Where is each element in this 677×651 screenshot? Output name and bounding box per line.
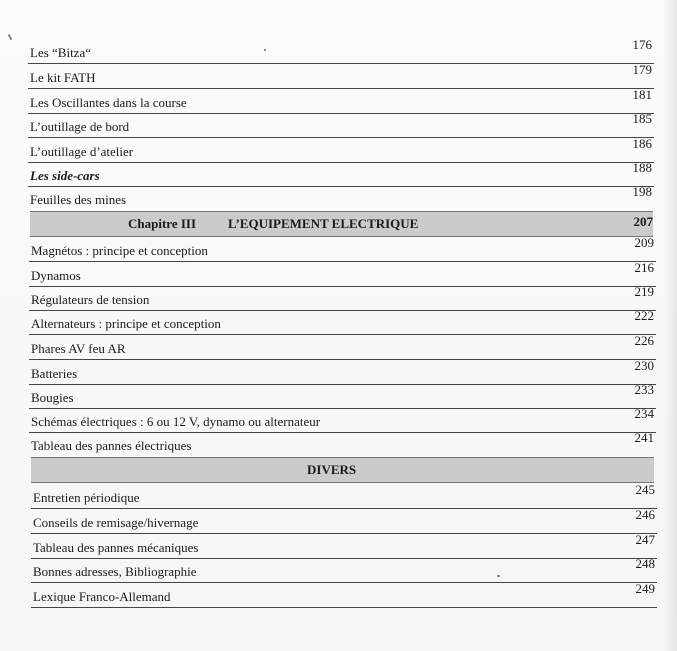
chapter-title: L’EQUIPEMENT ELECTRIQUE xyxy=(228,216,419,231)
toc-entry xyxy=(31,260,654,287)
rule-line xyxy=(31,582,657,583)
rule-line xyxy=(31,533,657,534)
toc-entry xyxy=(30,136,652,163)
toc-entry-page: 234 xyxy=(634,406,654,421)
toc-entry-title: Lexique Franco-Allemand xyxy=(33,589,171,604)
toc-entry-page: 222 xyxy=(634,308,654,323)
toc-entry-title: Les Oscillantes dans la course xyxy=(30,95,187,110)
chapter-header xyxy=(30,211,653,237)
page-edge-shadow xyxy=(663,0,677,651)
toc-entry xyxy=(31,382,654,409)
toc-entry xyxy=(31,333,654,360)
toc-entry-title: Tableau des pannes électriques xyxy=(31,438,192,453)
rule-line xyxy=(29,334,656,335)
toc-entry-title: Magnétos : principe et conception xyxy=(31,243,208,258)
toc-entry xyxy=(30,111,652,138)
toc-entry xyxy=(33,507,655,534)
toc-entry xyxy=(31,235,654,262)
rule-line xyxy=(29,261,656,262)
toc-entry xyxy=(30,62,652,89)
toc-entry xyxy=(30,160,652,187)
scan-speck xyxy=(8,34,13,40)
toc-entry-title: Dynamos xyxy=(31,268,81,283)
toc-entry-page: 185 xyxy=(632,111,652,126)
toc-entry xyxy=(33,532,655,559)
rule-line xyxy=(31,508,657,509)
toc-entry xyxy=(30,87,652,114)
toc-entry-title: Batteries xyxy=(31,366,78,381)
toc-entry-page: 219 xyxy=(634,284,654,299)
toc-entry-page: 198 xyxy=(632,184,652,199)
toc-entry-page: 248 xyxy=(635,556,655,571)
toc-entry-page: 245 xyxy=(635,482,655,497)
toc-entry xyxy=(31,430,654,457)
toc-entry-page: 188 xyxy=(632,160,652,175)
toc-entry-title: L’outillage de bord xyxy=(30,119,130,134)
toc-entry-title: Les side-cars xyxy=(30,168,100,183)
toc-entry-title: Les “Bitza“ xyxy=(30,45,91,60)
rule-line xyxy=(28,63,654,64)
toc-entry-title: Alternateurs : principe et conception xyxy=(31,316,221,331)
toc-entry xyxy=(33,482,655,509)
toc-entry-page: 233 xyxy=(634,382,654,397)
section-title: DIVERS xyxy=(307,462,357,477)
section-header xyxy=(31,457,654,483)
toc-entry-title: Schémas électriques : 6 ou 12 V, dynamo ou alternateur xyxy=(31,414,321,429)
toc-entry xyxy=(31,358,654,385)
rule-line xyxy=(29,359,656,360)
toc-entry-title: Entretien périodique xyxy=(33,490,140,505)
toc-entry xyxy=(30,37,652,64)
chapter-page: 207 xyxy=(633,214,653,229)
toc-entry-page: 246 xyxy=(635,507,655,522)
toc-entry xyxy=(31,284,654,311)
toc-entry-page: 179 xyxy=(632,62,652,77)
toc-entry-title: Feuilles des mines xyxy=(30,192,127,207)
toc-entry-title: Bougies xyxy=(31,390,74,405)
toc-entry-title: L’outillage d’atelier xyxy=(30,144,134,159)
toc-entry-page: 241 xyxy=(634,430,654,445)
rule-line xyxy=(31,607,657,608)
toc-entry-title: Régulateurs de tension xyxy=(31,292,150,307)
toc-entry-title: Conseils de remisage/hivernage xyxy=(33,515,199,530)
toc-entry-title: Phares AV feu AR xyxy=(31,341,126,356)
toc-entry-page: 216 xyxy=(634,260,654,275)
toc-entry xyxy=(31,406,654,433)
toc-entry-page: 247 xyxy=(635,532,655,547)
rule-line xyxy=(28,137,654,138)
toc-entry-page: 226 xyxy=(634,333,654,348)
toc-entry xyxy=(31,308,654,335)
scan-speck xyxy=(497,575,500,577)
chapter-number: Chapitre III xyxy=(128,216,197,231)
toc-entry-page: 230 xyxy=(634,358,654,373)
toc-entry-page: 186 xyxy=(632,136,652,151)
toc-entry xyxy=(33,581,655,608)
toc-entry-page: 209 xyxy=(634,235,654,250)
toc-entry-page: 176 xyxy=(632,37,652,52)
toc-entry-title: Bonnes adresses, Bibliographie xyxy=(33,564,197,579)
toc-entry xyxy=(30,184,652,211)
toc-entry-page: 249 xyxy=(635,581,655,596)
toc-entry xyxy=(33,556,655,583)
rule-line xyxy=(28,88,654,89)
toc-entry-title: Le kit FATH xyxy=(30,70,96,85)
scan-speck xyxy=(264,49,266,51)
toc-entry-title: Tableau des pannes mécaniques xyxy=(33,540,199,555)
toc-entry-page: 181 xyxy=(632,87,652,102)
